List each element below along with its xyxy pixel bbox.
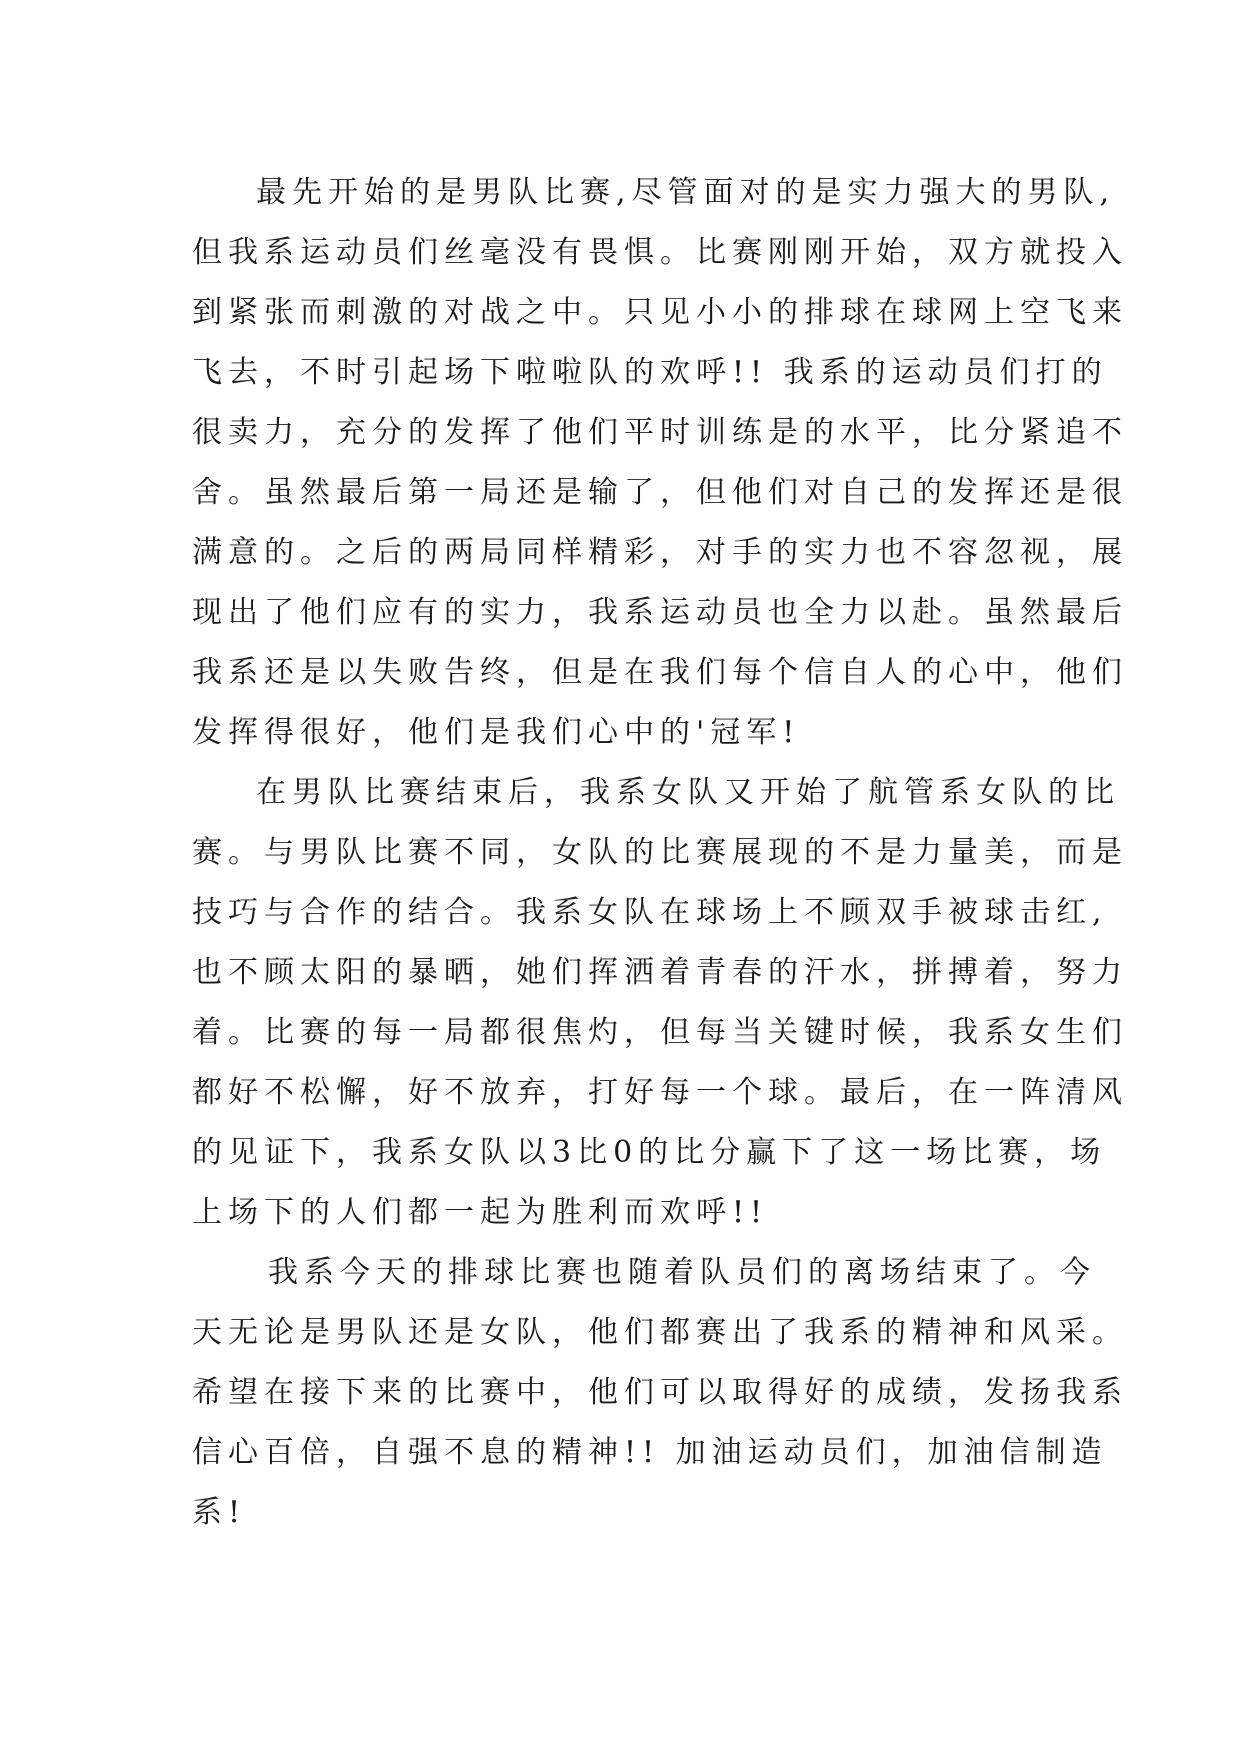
- paragraph-1-line-7: 满意的。之后的两局同样精彩，对手的实力也不容忽视，展: [192, 535, 1128, 570]
- paragraph-2-line-6: 都好不松懈，好不放弃，打好每一个球。最后，在一阵清风: [192, 1075, 1128, 1110]
- paragraph-1-line-8: 现出了他们应有的实力，我系运动员也全力以赴。虽然最后: [192, 595, 1128, 630]
- paragraph-2-line-4: 也不顾太阳的暴晒，她们挥洒着青春的汗水，拼搏着，努力: [192, 955, 1128, 990]
- paragraph-2-line-1: 在男队比赛结束后，我系女队又开始了航管系女队的比: [256, 775, 1120, 810]
- paragraph-3-line-3: 希望在接下来的比赛中，他们可以取得好的成绩，发扬我系: [192, 1375, 1128, 1410]
- paragraph-1-line-5: 很卖力，充分的发挥了他们平时训练是的水平，比分紧追不: [192, 415, 1128, 450]
- paragraph-2-line-3: 技巧与合作的结合。我系女队在球场上不顾双手被球击红,: [192, 895, 1108, 930]
- paragraph-1-line-3: 到紧张而刺激的对战之中。只见小小的排球在球网上空飞来: [192, 295, 1128, 330]
- paragraph-1-line-4: 飞去，不时引起场下啦啦队的欢呼!! 我系的运动员们打的: [192, 355, 1108, 390]
- paragraph-2-line-2: 赛。与男队比赛不同，女队的比赛展现的不是力量美，而是: [192, 835, 1128, 870]
- paragraph-1-line-2: 但我系运动员们丝毫没有畏惧。比赛刚刚开始，双方就投入: [192, 235, 1128, 270]
- paragraph-1-line-1: 最先开始的是男队比赛,尽管面对的是实力强大的男队,: [256, 175, 1116, 210]
- paragraph-2-line-7: 的见证下，我系女队以3比0的比分赢下了这一场比赛，场: [192, 1135, 1107, 1170]
- paragraph-3-line-4: 信心百倍，自强不息的精神!! 加油运动员们，加油信制造: [192, 1435, 1108, 1470]
- paragraph-1-line-6: 舍。虽然最后第一局还是输了，但他们对自己的发挥还是很: [192, 475, 1128, 510]
- paragraph-3-line-1: 我系今天的排球比赛也随着队员们的离场结束了。今: [268, 1255, 1096, 1290]
- paragraph-3-line-2: 天无论是男队还是女队，他们都赛出了我系的精神和风采。: [192, 1315, 1128, 1350]
- paragraph-1-line-10: 发挥得很好，他们是我们心中的'冠军!: [192, 715, 801, 750]
- paragraph-2-line-5: 着。比赛的每一局都很焦灼，但每当关键时候，我系女生们: [192, 1015, 1128, 1050]
- paragraph-3-line-5: 系!: [192, 1495, 247, 1530]
- document-body: [192, 163, 1128, 1543]
- paragraph-2-line-8: 上场下的人们都一起为胜利而欢呼!!: [192, 1195, 769, 1230]
- paragraph-1-line-9: 我系还是以失败告终，但是在我们每个信自人的心中，他们: [192, 655, 1128, 690]
